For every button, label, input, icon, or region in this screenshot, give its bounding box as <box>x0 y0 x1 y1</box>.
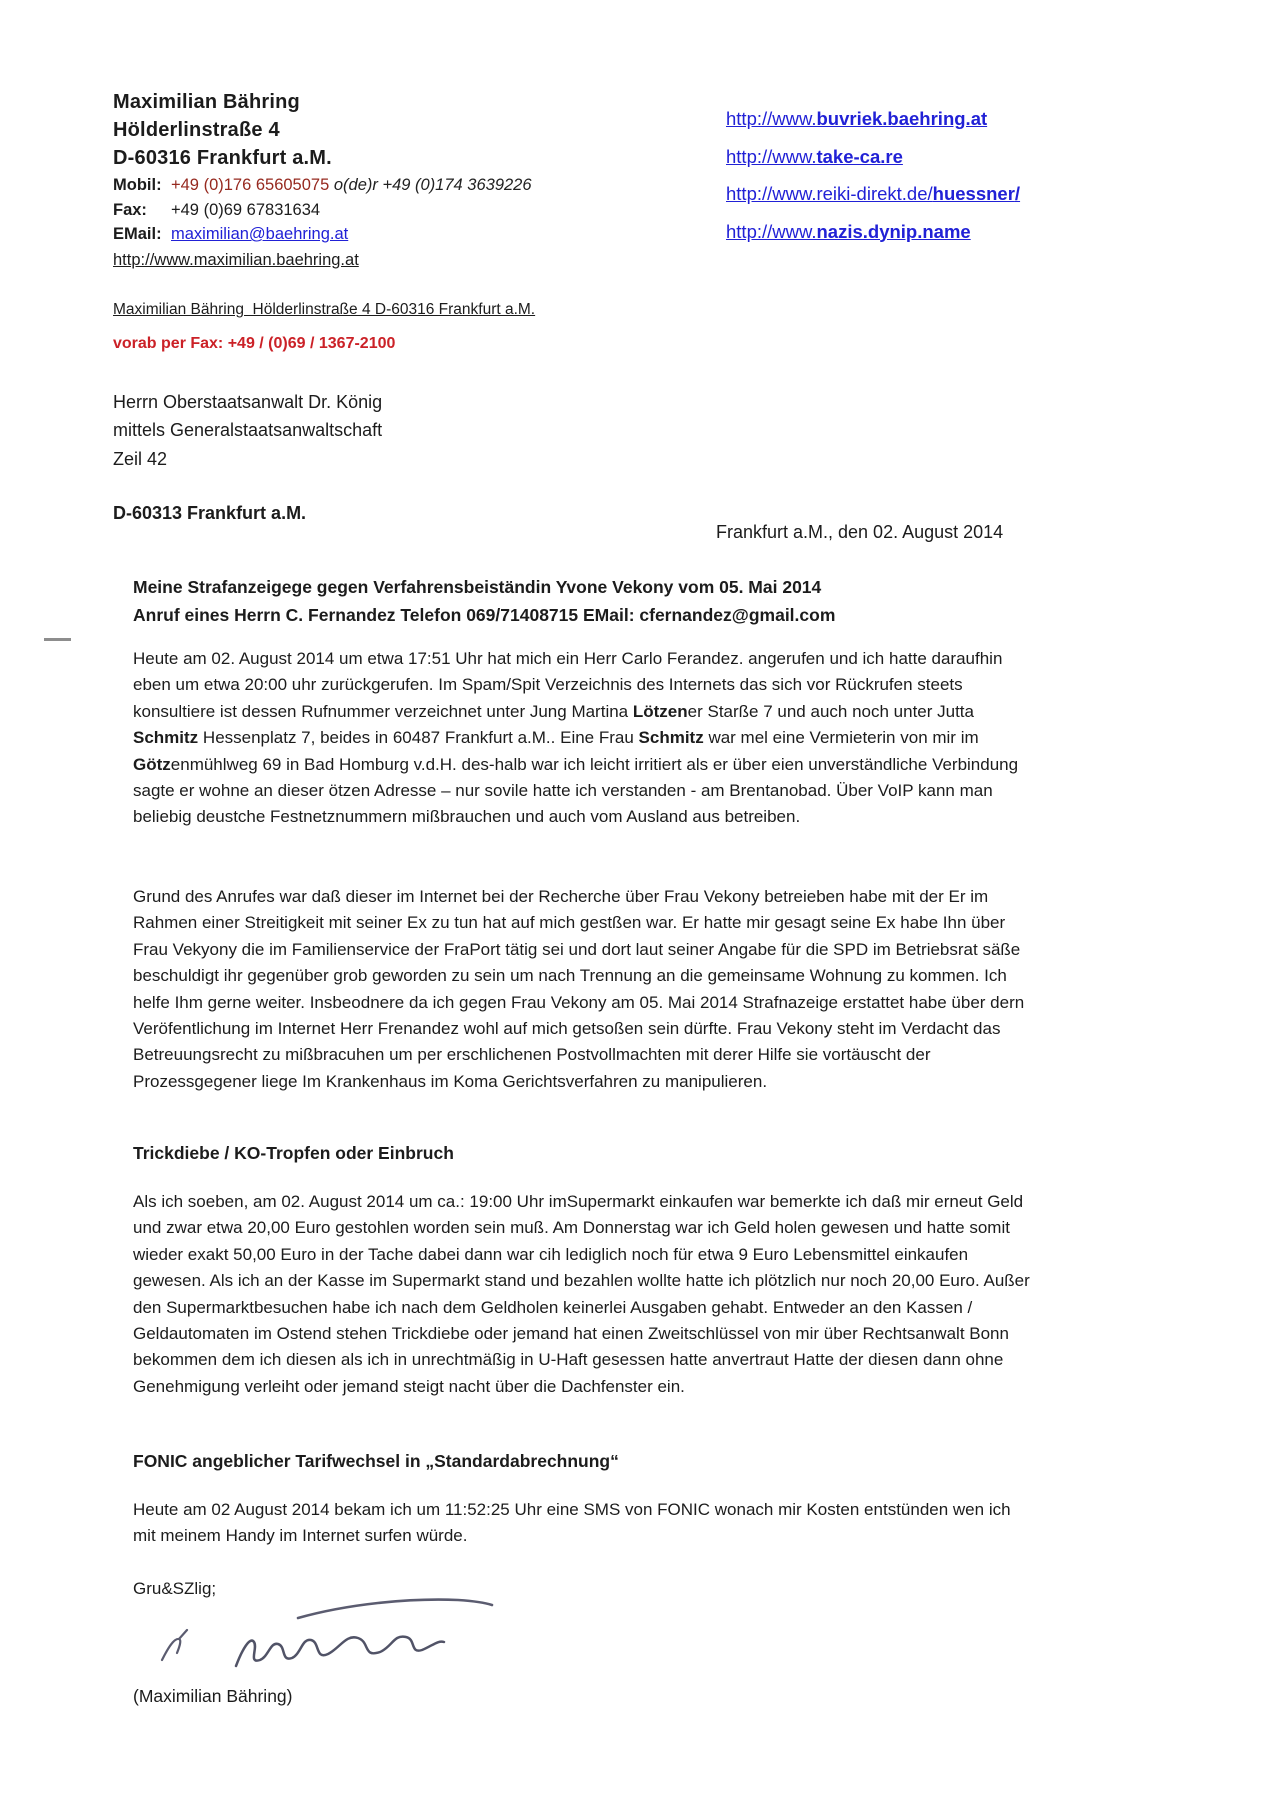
mobile-alt-number: o(de)r +49 (0)174 3639226 <box>329 176 532 194</box>
subject-block <box>133 574 835 629</box>
body-paragraph-4: Heute am 02 August 2014 bekam ich um 11:52:25 Uhr eine SMS von FONIC wonach mir Kosten entstünden wen ich mit meinem Handy im Internet surfen würde. <box>133 1500 1011 1546</box>
link-domain: huessner <box>932 183 1015 204</box>
sender-website-row <box>113 247 532 273</box>
link-domain: nazis.dynip.name <box>816 220 971 242</box>
signature-strokes <box>148 1592 508 1692</box>
handwritten-signature <box>148 1592 508 1697</box>
link-prefix: http://www.reiki-direkt.de/ <box>726 183 933 204</box>
sender-fax-row <box>113 198 532 223</box>
fax-number: +49 (0)69 67831634 <box>171 200 321 219</box>
sender-mobile-row <box>113 173 532 198</box>
link-prefix: http://www. <box>726 220 817 242</box>
body-paragraph-2: Grund des Anrufes war daß dieser im Internet bei der Recherche über Frau Vekony betreieben habe mit der Er im Rahmen einer Streitigkeit mit seiner Ex zu tun hat auf mich gestßen war. Er hatte mir gesagt seine Ex habe Ihn über Frau Vekyony die im Familienservice der FraPort tätig sei und dort laut seiner Angabe für die SPD im Betriebsrat säße beschuldigt ihr gegenüber grob geworden zu sein um nach Trennung an die gemeinsame Wohnung zu kommen. Ich helfe Ihm gerne weiter. Insbeodnere da ich gegen Frau Vekony am 05. Mai 2014 Strafnazeige erstattet habe über dern Veröfentlichung im Internet Herr Frenandez wohl auf mich getsoßen sein dürfte. Frau Vekony steht im Verdacht das Betreuungsrecht zu mißbracuhen um per erschlichenen Postvollmachten mit derer Hilfe sie vortäuscht der Prozessgegener liege Im Krankenhaus im Koma Gerichtsverfahren zu manipulieren. <box>133 887 1025 1091</box>
sender-street: Hölderlinstraße 4 <box>113 119 280 141</box>
signer-name: (Maximilian Bähring) <box>133 1686 293 1706</box>
header-link-takecare[interactable] <box>726 138 1020 176</box>
recipient-line: Zeil 42 <box>113 448 168 469</box>
link-prefix: http://www. <box>726 145 817 167</box>
recipient-city: D-60313 Frankfurt a.M. <box>113 503 307 523</box>
header-link-reiki[interactable] <box>726 175 1020 213</box>
closing-greeting: Gru&SZlig; <box>133 1579 217 1598</box>
body-paragraph-1: Heute am 02. August 2014 um etwa 17:51 Uhr hat mich ein Herr Carlo Ferandez. angerufen und ich hatte daraufhin eben um etwa 20:00 uhr zurückgerufen. Im Spam/Spit Verzeichnis des Internets das sich vor Rückrufen steets konsultiere ist dessen Rufnummer verzeichnet unter Jung Martina Lötzener Starße 7 und auch noch unter Jutta Schmitz Hessenplatz 7, beides in 60487 Frankfurt a.M.. Eine Frau Schmitz war mel eine Vermieterin von mir im Götzenmühlweg 69 in Bad Homburg v.d.H. des-halb war ich leicht irritiert als er über eien unverständliche Verbindung sagte er wohne an dieser ötzen Adresse – nur sovile hatte ich verstanden - am Brentanobad. Über VoIP kann man beliebig deustche Festnetznummern mißbrauchen und auch vom Ausland aus betreiben. <box>133 649 1019 827</box>
link-prefix: http://www. <box>726 108 817 129</box>
header-link-nazis[interactable] <box>726 213 1020 251</box>
section-heading-trickdiebe: Trickdiebe / KO-Tropfen oder Einbruch <box>133 1143 454 1163</box>
link-domain: take-ca.re <box>816 145 903 167</box>
recipient-block <box>113 388 382 473</box>
fax-label: Fax: <box>113 200 147 219</box>
date-line: Frankfurt a.M., den 02. August 2014 <box>716 522 1004 542</box>
section-heading-fonic: FONIC angeblicher Tarifwechsel in „Standardabrechnung“ <box>133 1451 619 1471</box>
subject-line-2: Anruf eines Herrn C. Fernandez Telefon 069/71408715 EMail: cfernandez@gmail.com <box>133 604 836 625</box>
sender-reference-line: Maximilian Bähring Hölderlinstraße 4 D-60316 Frankfurt a.M. <box>113 301 536 318</box>
mobile-number: +49 (0)176 65605075 <box>171 176 330 194</box>
header-link-buvriek[interactable] <box>726 100 1020 138</box>
sender-name: Maximilian Bähring <box>113 91 300 113</box>
email-label: EMail: <box>113 225 162 243</box>
link-domain: buvriek.baehring.at <box>816 108 988 129</box>
mobile-label: Mobil: <box>113 176 162 194</box>
body-paragraph-3: Als ich soeben, am 02. August 2014 um ca.: 19:00 Uhr imSupermarkt einkaufen war bemerkte ich daß mir erneut Geld und zwar etwa 20,00 Euro gestohlen worden sein muß. Am Donnerstag war ich Geld holen gewesen und hatte somit wieder exakt 50,00 Euro in der Tache dabei dann war cih lediglich noch für etwa 9 Euro Lebensmittel einkaufen gewesen. Als ich an der Kasse im Supermarkt stand und bezahlen wollte hatte ich plötzlich nur noch 20,00 Euro. Außer den Supermarktbesuchen habe ich nach dem Geldholen keinerlei Ausgaben gehabt. Entweder an den Kassen / Geldautomaten im Ostend stehen Trickdiebe oder jemand hat einen Zweitschlüssel von mir über Rechtsanwalt Bonn bekommen dem ich diesen als ich in unrechtmäßig in U-Haft gesessen hatte anvertraut Hatte der diesen dann ohne Genehmigung verleiht oder jemand steigt nacht über die Dachfenster ein. <box>133 1192 1030 1396</box>
subject-line-1: Meine Strafanzeigege gegen Verfahrensbeiständin Yvone Vekony vom 05. Mai 2014 <box>133 577 822 597</box>
fax-advance-notice: vorab per Fax: +49 / (0)69 / 1367-2100 <box>113 335 396 352</box>
sender-city: D-60316 Frankfurt a.M. <box>113 147 332 169</box>
recipient-line: Herrn Oberstaatsanwalt Dr. König <box>113 392 383 412</box>
fold-mark <box>44 638 71 641</box>
sender-contact-block <box>113 173 532 272</box>
sender-block <box>113 88 332 172</box>
recipient-line: mittels Generalstaatsanwaltschaft <box>113 420 383 441</box>
sender-email-link[interactable]: maximilian@baehring.at <box>171 225 349 243</box>
sender-website-link[interactable]: http://www.maximilian.baehring.at <box>113 250 359 269</box>
sender-email-row <box>113 222 532 247</box>
header-links <box>726 100 1020 250</box>
link-suffix: / <box>1014 183 1021 204</box>
